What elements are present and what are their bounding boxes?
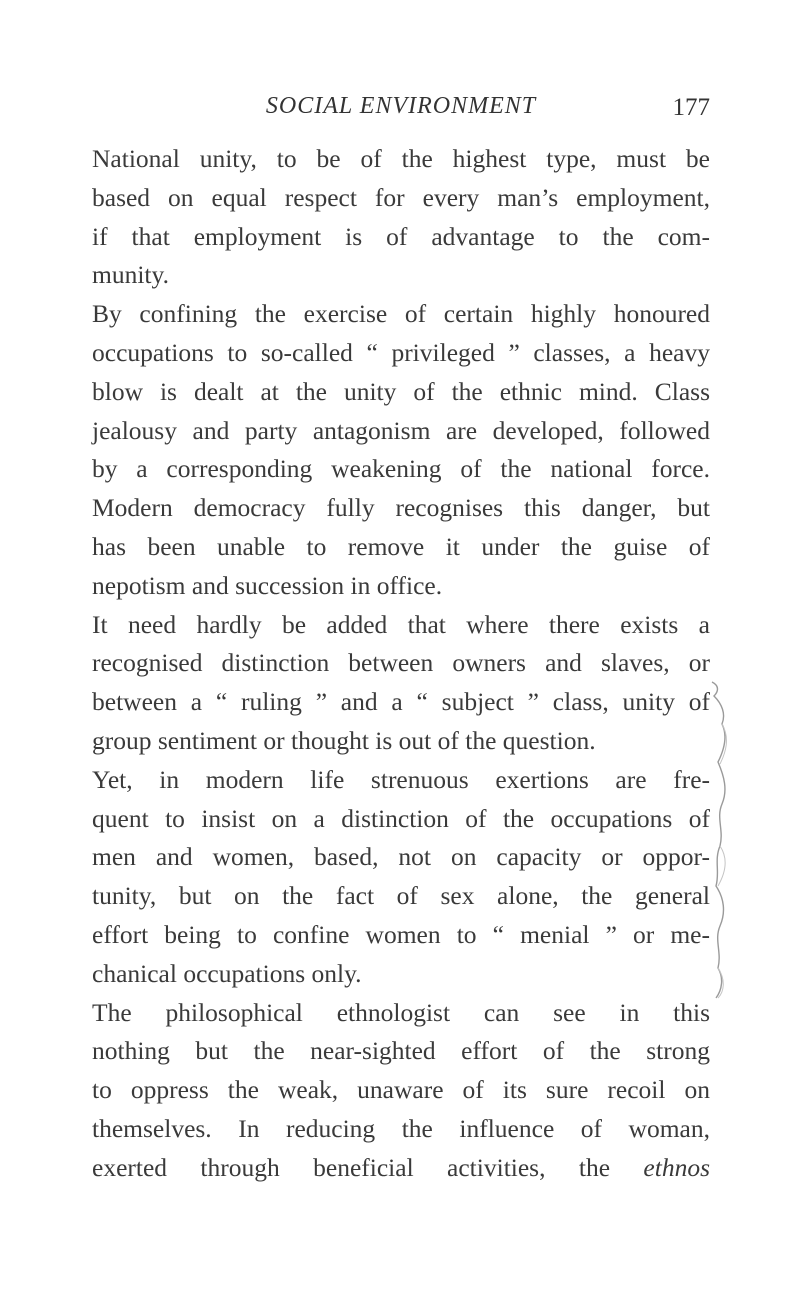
text-line: occupations to so-called “ privileged ” classes, a heavy (92, 337, 710, 367)
text-line: National unity, to be of the highest type, must be (92, 144, 710, 173)
text-line: tunity, but on the fact of sex alone, the general (92, 881, 710, 911)
text-line: By confining the exercise of certain highly honoured (92, 299, 710, 329)
curled-page-edge (700, 680, 740, 1000)
text-line-final (92, 1149, 710, 1188)
text-line: themselves. In reducing the influence of woman, (92, 1113, 710, 1143)
text-line: Yet, in modern life strenuous exertions are fre- (92, 764, 710, 794)
running-head (92, 86, 710, 126)
text-line: quent to insist on a distinction of the occupations of (92, 803, 710, 833)
text-line: nepotism and succession in office. (92, 570, 443, 600)
text-line: if that employment is of advantage to the com- (92, 221, 710, 251)
text-line: group sentiment or thought is out of the question. (92, 725, 596, 755)
text-line: blow is dealt at the unity of the ethnic mind. Class (92, 376, 710, 406)
text-line-final-lead: exerted through beneficial activities, the (92, 1152, 611, 1182)
text-line: munity. (92, 260, 169, 290)
text-line: It need hardly be added that where there exists a (92, 609, 710, 639)
text-line: effort being to confine women to “ menial ” or me- (92, 919, 710, 949)
text-line: based on equal respect for every man’s employment, (92, 182, 710, 212)
text-line: by a corresponding weakening of the national force. (92, 454, 710, 484)
text-line: chanical occupations only. (92, 958, 362, 988)
body-text (92, 140, 710, 1188)
text-line: has been unable to remove it under the guise of (92, 531, 710, 561)
text-line: men and women, based, not on capacity or oppor- (92, 842, 710, 872)
page-number: 177 (672, 94, 710, 121)
running-title: SOCIAL ENVIRONMENT (265, 93, 537, 119)
text-line: jealousy and party antagonism are developed, followed (92, 415, 710, 445)
text-line: Modern democracy fully recognises this danger, but (92, 493, 710, 523)
text-line: between a “ ruling ” and a “ subject ” class, unity of (92, 687, 710, 717)
edge-stroke (712, 682, 725, 998)
text-line: to oppress the weak, unaware of its sure recoil on (92, 1075, 710, 1105)
text-line: recognised distinction between owners and slaves, or (92, 648, 710, 678)
text-line: The philosophical ethnologist can see in this (92, 997, 710, 1027)
text-line: nothing but the near-sighted effort of the strong (92, 1036, 710, 1066)
italic-word-ethnos: ethnos (643, 1152, 710, 1182)
